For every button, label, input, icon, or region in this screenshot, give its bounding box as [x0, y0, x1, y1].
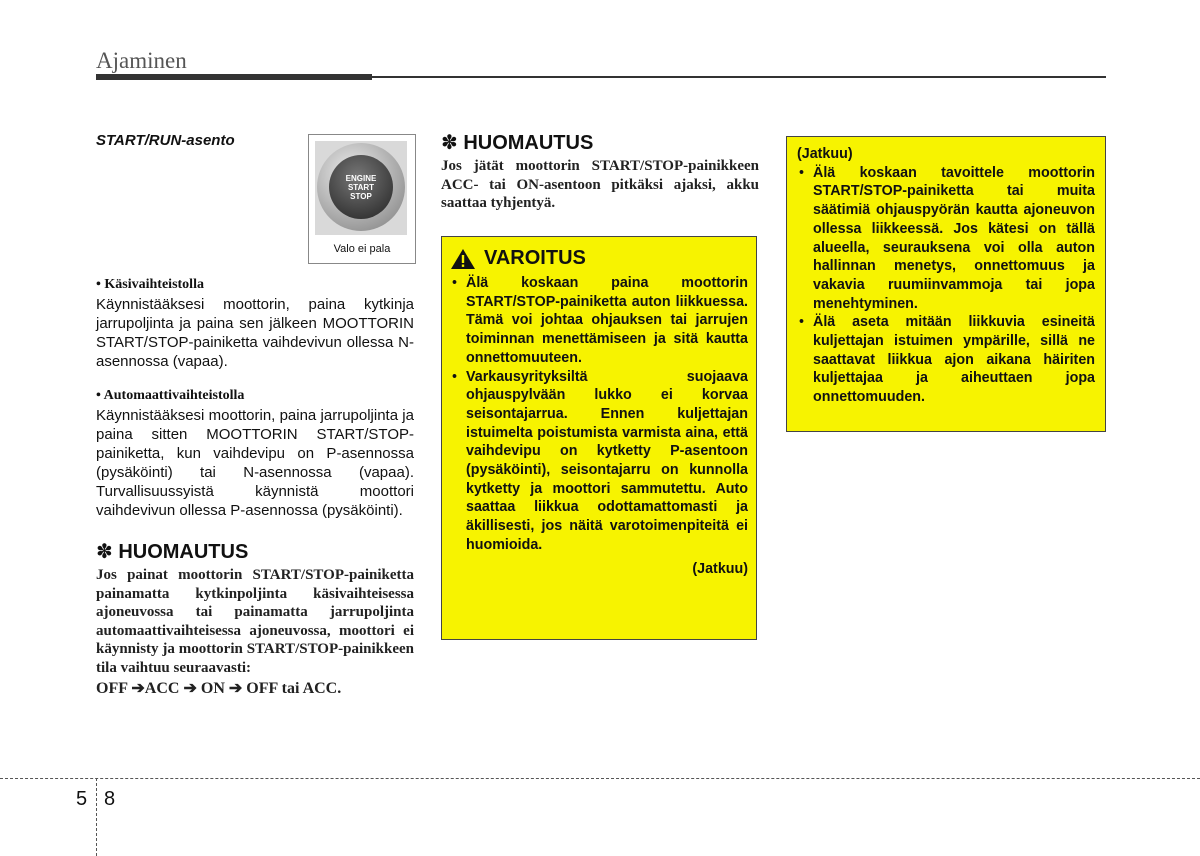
note-title: ✽ HUOMAUTUS: [441, 132, 594, 154]
warning-triangle-icon: [450, 248, 476, 270]
page-number: 8: [104, 788, 116, 810]
left-column: [96, 130, 414, 698]
manual-transmission-text: Käynnistääksesi moottorin, paina kytkinja jarrupoljinta ja paina sen jälkeen MOOTTORIN START/STOP-painiketta vaihdevivun ollessa N-asennossa (vapaa).: [96, 296, 414, 370]
header-accent-bar: [96, 74, 372, 80]
footer-dashed-divider: [96, 778, 97, 856]
warning-title: VAROITUS: [484, 247, 586, 269]
warning-list: [797, 164, 1095, 407]
warning-box: [441, 236, 757, 640]
warning-box-continued: [786, 136, 1106, 432]
engine-start-stop-button-icon: ENGINE START STOP: [329, 155, 393, 219]
continued-label: (Jatkuu): [797, 146, 853, 162]
list-item: • Varkausyrityksiltä suojaava ohjauspylvään lukko ei korvaa seisontajarrua. Ennen kuljettajan istuimelta poistumista varmista aina, että vaihdevipu on kytketty P-asentoon (pysäköinti), seisontajarru on kunnolla kytketty ja moottori sammutettu. Auto saattaa liikkua odottamattomasti ja äkillisesti, jos näitä varotoimenpiteitä ei huomioida.: [450, 368, 748, 555]
list-item: • Älä koskaan paina moottorin START/STOP-painiketta auton liikkuessa. Tämä voi johtaa ohjauksen tai jarrujen toiminnan menettämiseen ja sitä kautta onnettomuuteen.: [450, 274, 748, 368]
manual-transmission-heading: • Käsivaihteistolla: [96, 277, 204, 292]
footer-dashed-rule: [0, 778, 1200, 779]
state-sequence-text: OFF ➔ACC ➔ ON ➔ OFF tai ACC.: [96, 679, 342, 697]
note-text: Jos painat moottorin START/STOP-painiketta painamatta kytkinpoljinta käsivaihteisessa ajoneuvossa tai painamatta jarrupoljinta automaattivaihteisessa ajoneuvossa, moottori ei käynnisty ja moottorin START/STOP-painikkeen tila vaihtuu seuraavasti:: [96, 567, 414, 676]
page-header-title: Ajaminen: [96, 48, 187, 73]
list-item: • Älä aseta mitään liikkuvia esineitä kuljettajan istuimen ympärille, sillä ne saattavat liikkua ajon aikana häiriten kuljettajaa ja aiheuttaen jopa onnettomuuden.: [797, 313, 1095, 407]
note-text: Jos jätät moottorin START/STOP-painikkeen ACC- tai ON-asentoon pitkäksi ajaksi, akku saattaa tyhjentyä.: [441, 158, 759, 212]
middle-column: [441, 130, 759, 213]
warning-list: [450, 274, 748, 555]
start-stop-button-image: [315, 141, 407, 235]
automatic-transmission-heading: • Automaattivaihteistolla: [96, 388, 245, 403]
note-title: ✽ HUOMAUTUS: [96, 541, 249, 563]
list-item: • Älä koskaan tavoittele moottorin START/STOP-painiketta tai muita säätimiä ohjauspyörän kautta ajoneuvon ollessa liikkeessä. Jos kätesi on tällä alueella, seurauksena voi olla auton hallinnan menetys, onnettomuus ja vakavia ruumiinvammoja tai jopa menehtyminen.: [797, 164, 1095, 314]
figure-caption: Valo ei pala: [333, 243, 391, 255]
page-section-number: 5: [76, 788, 88, 810]
automatic-transmission-text: Käynnistääksesi moottorin, paina jarrupoljinta ja paina sitten MOOTTORIN START/STOP-painiketta, kun vaihdevipu on P-asennossa (pysäköinti) tai N-asennossa (vapaa). Turvallisuussyistä käynnistä moottori vaihdevivun ollessa P-asennossa (pysäköinti).: [96, 407, 414, 519]
start-stop-button-figure: [308, 134, 416, 264]
start-run-subheading: START/RUN-asento: [96, 132, 235, 149]
continued-label: (Jatkuu): [692, 560, 748, 577]
